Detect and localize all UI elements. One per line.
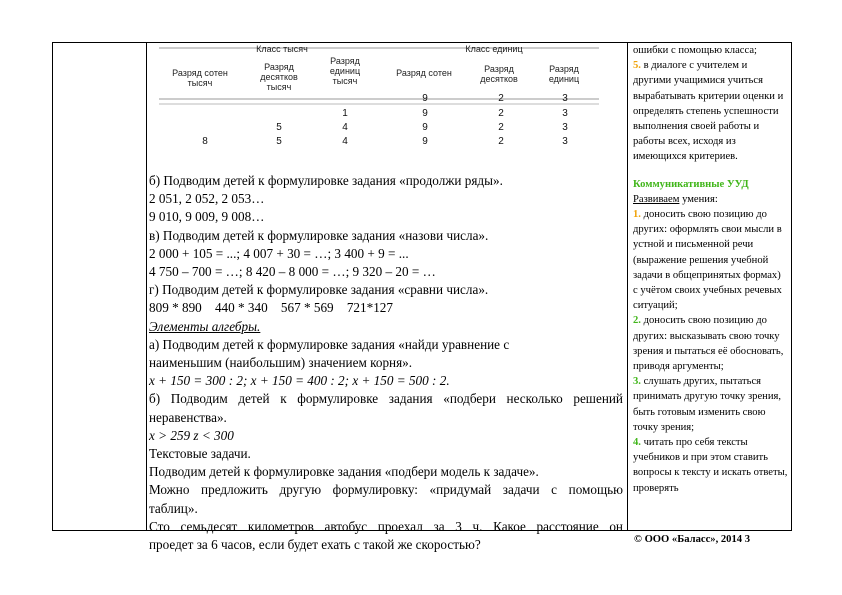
text-line: 4 750 – 700 = …; 8 420 – 8 000 = …; 9 320 – 20 = …: [149, 264, 436, 280]
section-heading: Текстовые задачи.: [149, 446, 251, 462]
text-line: в) Подводим детей к формулировке задания «назови числа».: [149, 227, 489, 243]
table-cell: 8: [202, 136, 208, 147]
table-cell: 4: [342, 136, 348, 147]
column-divider-1: [146, 42, 147, 530]
table-cell: 4: [342, 122, 348, 133]
table-cell: 3: [562, 93, 568, 104]
text-line: а) Подводим детей к формулировке задания «найди уравнение с: [149, 336, 510, 352]
column-header: Разряд сотен тысяч: [172, 68, 228, 88]
table-cell: 2: [498, 108, 504, 119]
text-line: г) Подводим детей к формулировке задания «сравни числа».: [149, 282, 489, 298]
place-value-table: [159, 44, 599, 148]
column-divider-2: [627, 42, 628, 530]
column-header: Разряд десятков тысяч: [260, 62, 298, 92]
table-cell: 5: [276, 122, 282, 133]
text-line: таблиц».: [149, 500, 198, 516]
text-line: неравенства».: [149, 409, 227, 425]
table-cell: 9: [422, 136, 428, 147]
develop-rest: умения:: [679, 193, 718, 205]
spacer: [633, 165, 788, 177]
text-line: 809 * 890 440 * 340 567 * 569 721*127: [149, 300, 393, 316]
column-header: Разряд единиц: [548, 64, 580, 84]
list-item: [633, 58, 788, 164]
text-line: x + 150 = 300 : 2; x + 150 = 400 : 2; x + 150 = 500 : 2.: [149, 373, 450, 389]
item-number: 2.: [633, 315, 641, 327]
uud-column: [633, 43, 788, 494]
table-cell: 3: [562, 108, 568, 119]
table-right-border: [791, 42, 792, 530]
table-left-border: [52, 42, 53, 530]
develop-word: Развиваем: [633, 193, 680, 205]
item-number: 1.: [633, 209, 641, 221]
item-number: 5.: [633, 60, 641, 72]
list-item: [633, 207, 788, 313]
text-line: наименьшим (наибольшим) значением корня».: [149, 355, 413, 371]
table-cell: 9: [422, 108, 428, 119]
lesson-text: [149, 172, 623, 554]
table-cell: 2: [498, 122, 504, 133]
section-heading: Элементы алгебры.: [149, 318, 261, 334]
item-number: 4.: [633, 437, 641, 449]
item-text: читать про себя тексты учебников и при этом ставить вопросы к тексту и искать ответы, проверять: [633, 437, 788, 494]
list-item: [633, 313, 788, 374]
copyright-footer: © ООО «Баласс», 2014 3: [634, 534, 750, 545]
table-cell: 5: [276, 136, 282, 147]
item-text: доносить свою позицию до других: высказывать свою точку зрения и пытаться её обосновать, приводя аргументы;: [633, 315, 784, 373]
text-line: ошибки с помощью класса;: [633, 45, 757, 56]
text-line: б) Подводим детей к формулировке задания «подбери несколько решений: [149, 391, 623, 407]
table-cell: 2: [498, 93, 504, 104]
group-thousands-label: Класс тысяч: [256, 44, 308, 54]
text-line: x > 259 z < 300: [149, 427, 234, 443]
group-units-label: Класс единиц: [465, 44, 523, 54]
table-cell: 9: [422, 93, 428, 104]
item-number: 3.: [633, 376, 641, 388]
column-header: Разряд сотен: [396, 68, 452, 78]
text-line: Сто семьдесят километров автобус проехал за 3 ч. Какое расстояние он: [149, 518, 623, 534]
table-cell: 1: [342, 108, 348, 119]
text-line: б) Подводим детей к формулировке задания «продолжи ряды».: [149, 173, 503, 188]
table-cell: 2: [498, 136, 504, 147]
text-line: 9 010, 9 009, 9 008…: [149, 209, 265, 225]
list-item: [633, 374, 788, 435]
text-line: 2 000 + 105 = ...; 4 007 + 30 = …; 3 400 + 9 = ...: [149, 245, 409, 261]
column-header: Разряд десятков: [480, 64, 518, 84]
column-header: Разряд единиц тысяч: [329, 56, 361, 86]
text-line: 2 051, 2 052, 2 053…: [149, 191, 265, 207]
text-line: проедет за 6 часов, если будет ехать с такой же скоростью?: [149, 537, 481, 553]
table-cell: 3: [562, 136, 568, 147]
item-text: в диалоге с учителем и другими учащимися учиться вырабатывать критерии оценки и определять степень успешности выполнения своей работы и работы всех, исходя из имеющихся критериев.: [633, 60, 784, 163]
text-line: [633, 192, 788, 207]
item-text: доносить свою позицию до других: оформлять свои мысли в устной и письменной речи (выражение решения учебной задачи в общепринятых формах) с учётом своих учебных речевых ситуаций;: [633, 209, 782, 312]
text-line: Можно предложить другую формулировку: «придумай задачи с помощью: [149, 482, 623, 498]
table-cell: 3: [562, 122, 568, 133]
text-line: Подводим детей к формулировке задания «подбери модель к задаче».: [149, 464, 539, 480]
place-value-table-lines: [159, 44, 599, 148]
section-heading: Коммуникативные УУД: [633, 178, 749, 190]
item-text: слушать других, пытаться принимать другую точку зрения, быть готовым изменить свою точку зрения;: [633, 376, 782, 433]
table-cell: 9: [422, 122, 428, 133]
